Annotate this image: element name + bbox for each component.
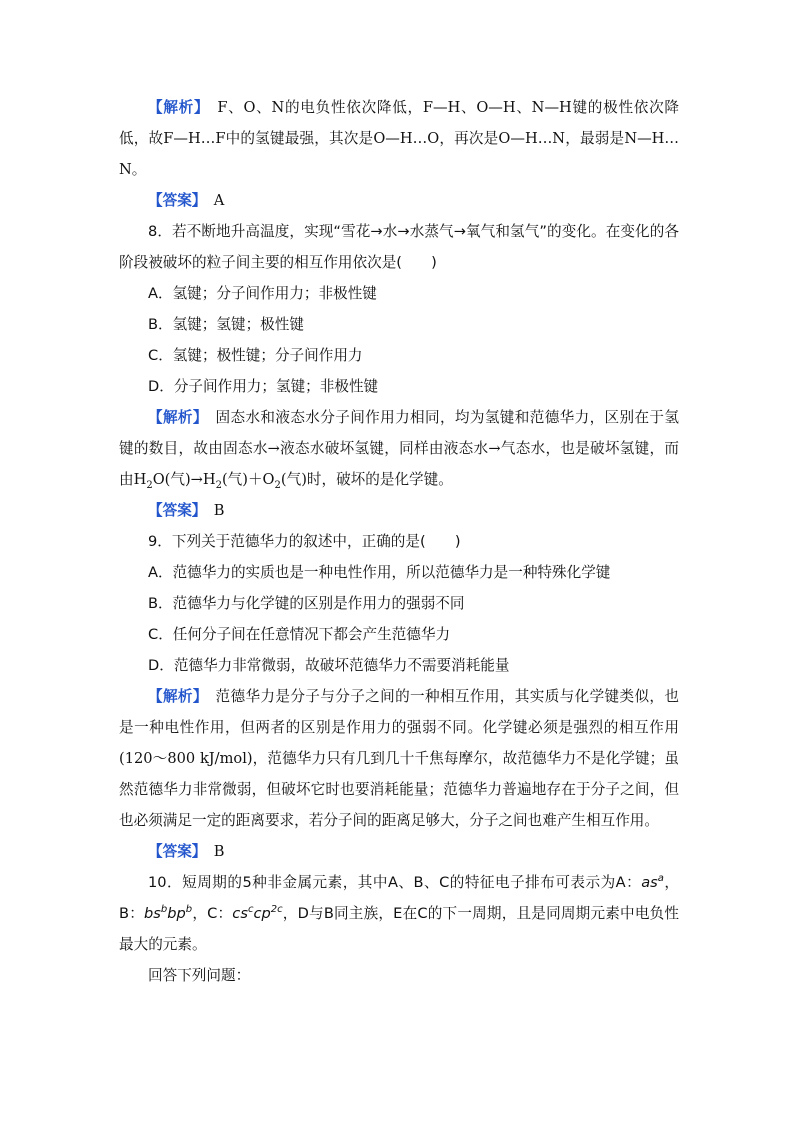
q10-stem-part1: 10．短周期的5种非金属元素，其中A、B、C的特征电子排布可表示为A： [148, 874, 642, 891]
question-stem-q8: 8．若不断地升高温度，实现“雪花→水→水蒸气→氧气和氢气”的变化。在变化的各阶段被破坏的粒子间主要的相互作用依次是( ) [119, 223, 679, 271]
answer-tag: 【答案】 [148, 843, 200, 860]
analysis-paragraph-q9 [119, 681, 679, 836]
option-a-q8: A．氢键；分子间作用力；非极性键 [148, 285, 377, 302]
answer-tag: 【答案】 [148, 192, 200, 209]
q10-stem-part2: ，D与B同主族，E在C的下一周期，且是同周期元素中电负性最大的元素。 [119, 905, 679, 953]
option-a-q9: A．范德华力的实质也是一种电性作用，所以范德华力是一种特殊化学键 [148, 564, 611, 581]
config-b-sup2: b [185, 904, 193, 916]
analysis-text-q8-part2: O(气)→H [152, 471, 216, 488]
analysis-paragraph-q7 [119, 92, 679, 185]
config-a-sup: a [657, 873, 664, 885]
option-c-q9: C．任何分子间在任意情况下都会产生范德华力 [148, 626, 451, 643]
config-a-base: as [641, 874, 658, 891]
answer-tag: 【答案】 [148, 502, 200, 519]
config-c-base1: cs [232, 905, 248, 922]
answer-value-q8: B [213, 502, 225, 519]
answer-paragraph-q9 [119, 836, 679, 867]
question-stem-q10 [119, 867, 679, 960]
answer-paragraph-q8 [119, 495, 679, 526]
option-c-q8: C．氢键；极性键；分子间作用力 [148, 347, 363, 364]
subscript-2: 2 [274, 479, 281, 491]
subscript-2: 2 [146, 479, 153, 491]
analysis-text-q8-part4: (气)时，破坏的是化学键。 [280, 471, 453, 488]
config-c-sup2: 2c [270, 904, 283, 916]
analysis-text-q7: F、O、N的电负性依次降低，F—H、O—H、N—H键的极性依次降低，故F—H…F中的氢键最强，其次是O—H…O，再次是O—H…N，最弱是N—H…N。 [119, 99, 679, 178]
analysis-tag: 【解析】 [148, 688, 201, 705]
answer-value-q7: A [213, 192, 225, 209]
analysis-tag: 【解析】 [148, 99, 202, 116]
analysis-tag: 【解析】 [148, 409, 201, 426]
analysis-text-q9: 范德华力是分子与分子之间的一种相互作用，其实质与化学键类似，也是一种电性作用，但两者的区别是作用力的强弱不同。化学键必须是强烈的相互作用(120～800 kJ/mol)，范德华力只有几到几十千焦每摩尔，故范德华力不是化学键；虽然范德华力非常微弱，但破坏它时也要消耗能量；范德华力普遍地存在于分子之间，但也必须满足一定的距离要求，若分子间的距离足够大，分子之间也难产生相互作用。 [119, 688, 679, 829]
option-d-q9: D．范德华力非常微弱，故破坏范德华力不需要消耗能量 [148, 657, 510, 674]
analysis-paragraph-q8 [119, 402, 679, 495]
question-stem-q9: 9．下列关于范德华力的叙述中，正确的是( ) [148, 533, 461, 550]
config-b-sup1: b [160, 904, 168, 916]
config-c-base2: cp [253, 905, 271, 922]
answer-value-q9: B [213, 843, 225, 860]
option-d-q8: D．分子间作用力；氢键；非极性键 [148, 378, 379, 395]
config-b-base1: bs [144, 905, 161, 922]
option-b-q9: B．范德华力与化学键的区别是作用力的强弱不同 [148, 595, 465, 612]
config-c-sup1: c [247, 904, 254, 916]
option-b-q8: B．氢键；氢键；极性键 [148, 316, 304, 333]
subscript-2: 2 [215, 479, 222, 491]
q10-sep-c: ，C： [192, 905, 233, 922]
analysis-text-q8-part3: (气)＋O [221, 471, 275, 488]
analysis-text-q8-part1: 固态水和液态水分子间作用力相同，均为氢键和范德华力，区别在于氢键的数目，故由固态水→液态水破坏氢键，同样由液态水→气态水，也是破坏氢键，而由H [119, 409, 679, 488]
config-b-base2: bp [167, 905, 186, 922]
document-body [119, 92, 679, 991]
q10-prompt: 回答下列问题： [148, 967, 251, 984]
answer-paragraph-q7 [119, 185, 679, 216]
q10-sep-b: ，B： [119, 874, 679, 922]
